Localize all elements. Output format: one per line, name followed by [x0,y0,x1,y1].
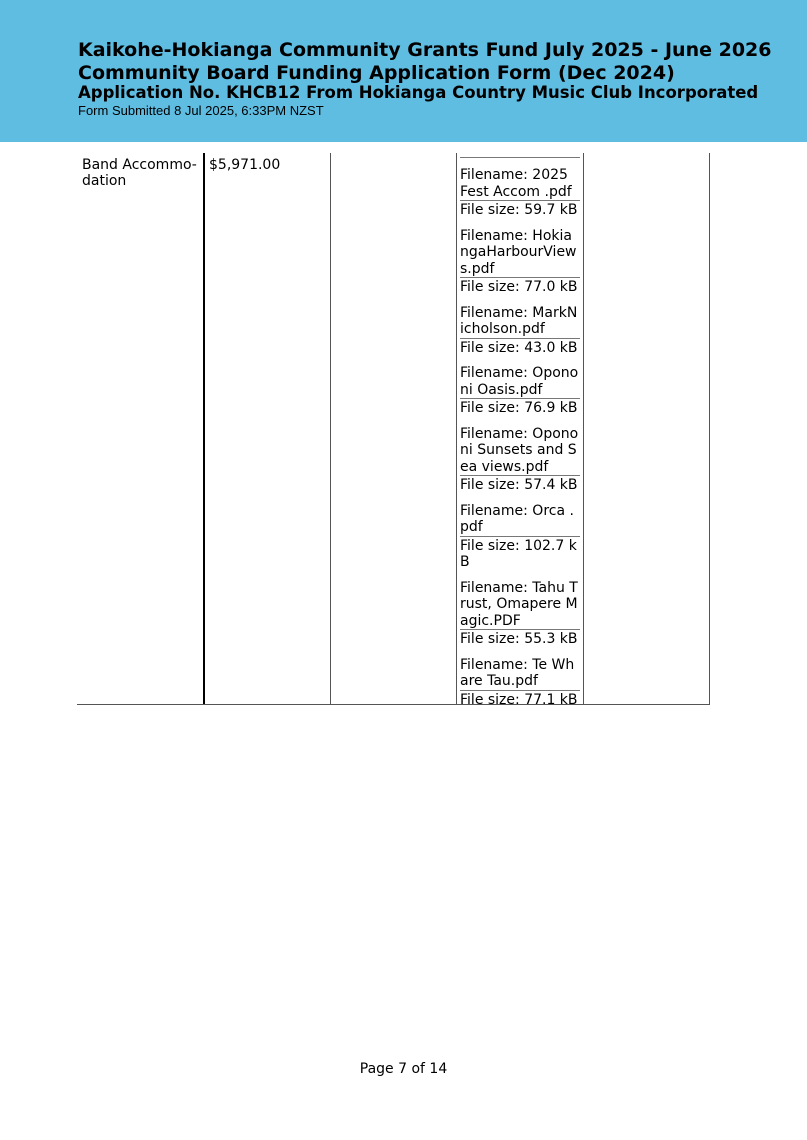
item-description: Band Accommo-dation [82,157,197,189]
file-name: Filename: Orca .pdf [460,502,574,535]
file-name: Filename: Opononi Oasis.pdf [460,365,579,398]
file-name: Filename: MarkNicholson.pdf [460,304,578,337]
attached-file[interactable] [460,365,580,417]
file-size: File size: 102.7 kB [460,536,580,571]
column-divider-5 [709,153,710,704]
files-top-rule [460,157,580,158]
attached-file[interactable] [460,580,580,648]
submission-timestamp: Form Submitted 8 Jul 2025, 6:33PM NZST [78,103,324,118]
form-title-line1: Kaikohe-Hokianga Community Grants Fund July 2025 - June 2026 [78,39,772,61]
column-divider-4 [583,153,584,704]
attached-file[interactable] [460,305,580,357]
file-name: Filename: Te Whare Tau.pdf [460,656,575,689]
page-header [0,0,807,142]
file-size: File size: 77.0 kB [460,277,580,296]
attached-files-list [460,157,580,717]
column-divider-1 [203,153,205,704]
attached-file[interactable] [460,657,580,709]
budget-table [77,153,710,708]
application-number: Application No. KHCB12 From Hokianga Country Music Club Incorporated [78,83,759,102]
file-name: Filename: Opononi Sunsets and Sea views.pdf [460,425,579,475]
file-size: File size: 76.9 kB [460,398,580,417]
form-title-line2: Community Board Funding Application Form (Dec 2024) [78,62,675,84]
page-number: Page 7 of 14 [359,1061,448,1077]
item-amount: $5,971.00 [209,157,281,173]
file-size: File size: 59.7 kB [460,200,580,219]
attached-file[interactable] [460,167,580,219]
column-divider-3 [456,153,457,704]
file-size: File size: 55.3 kB [460,629,580,648]
attached-file[interactable] [460,228,580,296]
file-name: Filename: HokiangaHarbourViews.pdf [460,227,577,277]
file-name: Filename: Tahu Trust, Omapere Magic.PDF [460,579,578,629]
file-size: File size: 77.1 kB [460,690,580,709]
file-size: File size: 57.4 kB [460,475,580,494]
file-name: Filename: 2025 Fest Accom .pdf [460,167,572,200]
attached-file[interactable] [460,503,580,571]
attached-file[interactable] [460,426,580,494]
file-size: File size: 43.0 kB [460,338,580,357]
column-divider-2 [330,153,331,704]
